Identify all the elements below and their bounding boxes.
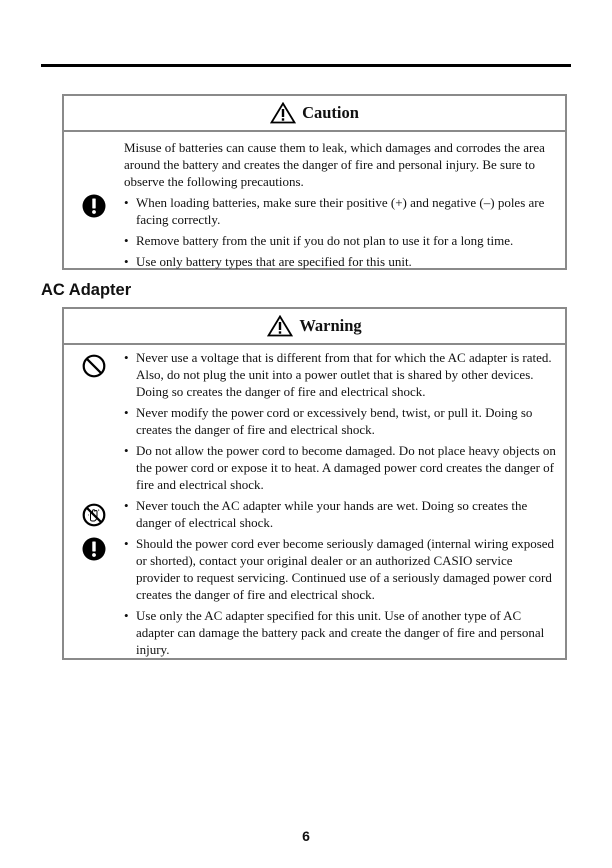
warning-box (62, 307, 567, 660)
bullet-text: Never modify the power cord or excessively bend, twist, or pull it. Doing so creates the danger of fire and electrical shock. (136, 405, 533, 437)
bullet-text: When loading batteries, make sure their positive (+) and negative (–) poles are facing correctly. (136, 195, 545, 227)
warning-header (64, 309, 565, 345)
bullet-dot: • (124, 233, 129, 248)
bullet-text: Remove battery from the unit if you do not plan to use it for a long time. (136, 233, 514, 248)
warning-text (124, 349, 557, 658)
caution-title: Caution (302, 103, 359, 122)
warning-triangle-icon (270, 102, 296, 124)
section-heading: AC Adapter (41, 281, 132, 299)
bullet-dot: • (124, 608, 129, 623)
caution-intro: Misuse of batteries can cause them to leak, which damages and corrodes the area around the battery and creates the danger of fire and personal injury. Be sure to observe the following precautions. (124, 140, 545, 189)
top-rule (41, 64, 571, 67)
list-item (124, 404, 557, 438)
caution-header (64, 96, 565, 132)
bullet-text: Use only battery types that are specified for this unit. (136, 254, 412, 269)
bullet-text: Never use a voltage that is different from that for which the AC adapter is rated. Also, do not plug the unit into a power outlet that is shared by other devices. Doing so creates the danger of fire and electrical shock. (136, 350, 552, 399)
caution-box (62, 94, 567, 270)
list-item (124, 349, 557, 400)
warning-title: Warning (299, 316, 362, 335)
bullet-dot: • (124, 350, 129, 365)
mandatory-icon (82, 194, 106, 223)
mandatory-icon (82, 537, 106, 566)
list-item (124, 497, 557, 531)
bullet-text: Should the power cord ever become seriously damaged (internal wiring exposed or shorted), contact your original dealer or an authorized CASIO service provider to request servicing. Continued use of a seriously damaged power cord creates the danger of fire and electrical shock. (136, 536, 555, 602)
bullet-dot: • (124, 536, 129, 551)
bullet-dot: • (124, 443, 129, 458)
list-item (124, 442, 557, 493)
bullet-dot: • (124, 405, 129, 420)
bullet-dot: • (124, 254, 129, 269)
page-number: 6 (302, 828, 310, 844)
warning-body (64, 345, 565, 658)
prohibition-icon (82, 354, 106, 383)
bullet-text: Use only the AC adapter specified for this unit. Use of another type of AC adapter can damage the battery pack and create the danger of fire and personal injury. (136, 608, 545, 657)
bullet-text: Do not allow the power cord to become damaged. Do not place heavy objects on the power cord or expose it to heat. A damaged power cord creates the danger of fire and electrical shock. (136, 443, 556, 492)
no-wet-hands-icon (82, 503, 106, 532)
list-item (124, 194, 557, 228)
list-item (124, 535, 557, 603)
caution-text (124, 139, 557, 270)
list-item (124, 607, 557, 658)
warning-triangle-icon (267, 315, 293, 337)
bullet-dot: • (124, 195, 129, 210)
bullet-text: Never touch the AC adapter while your hands are wet. Doing so creates the danger of electrical shock. (136, 498, 528, 530)
list-item (124, 253, 557, 270)
list-item (124, 232, 557, 249)
bullet-dot: • (124, 498, 129, 513)
caution-body (64, 132, 565, 270)
